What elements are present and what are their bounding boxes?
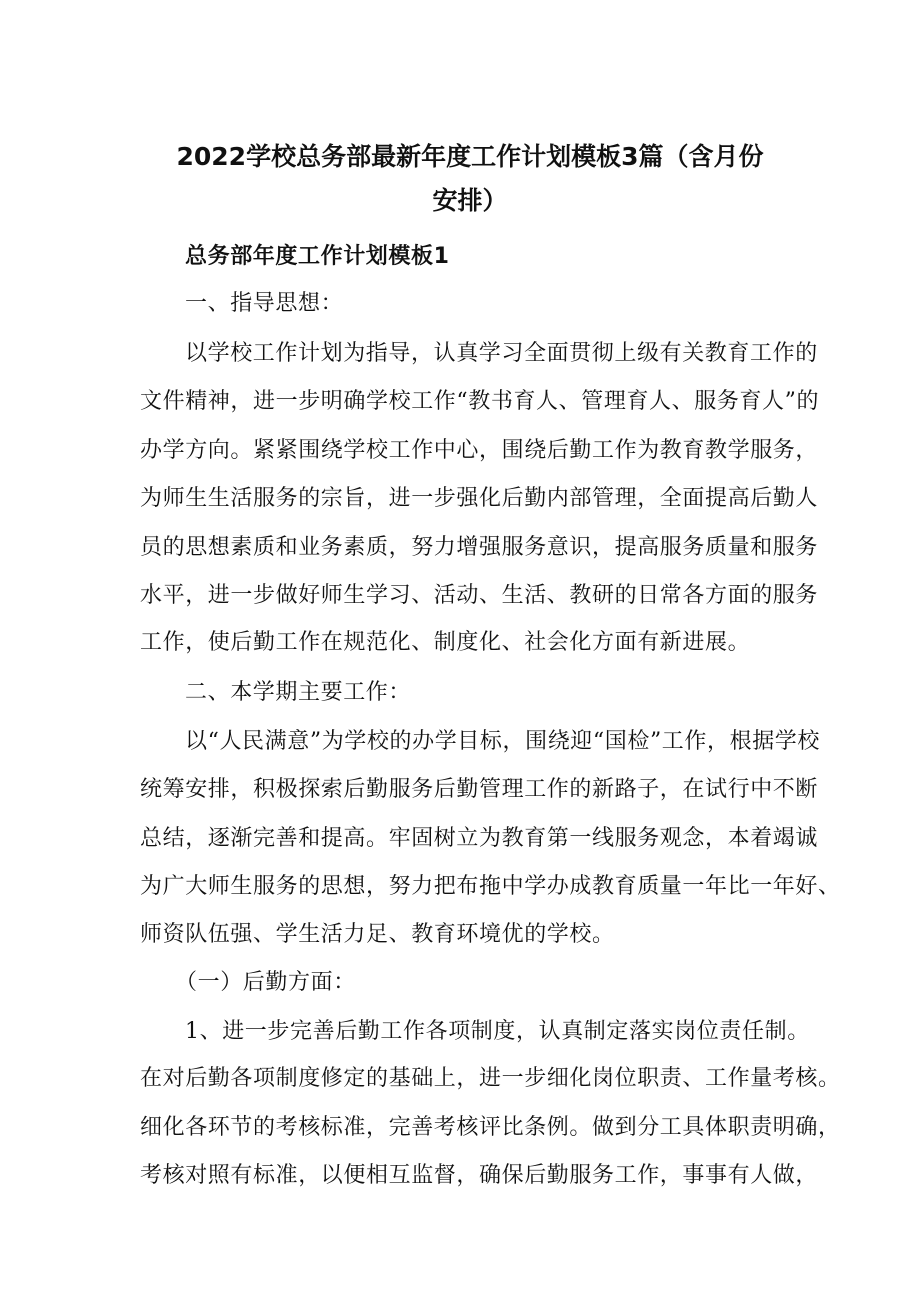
document-subtitle: 总务部年度工作计划模板1 bbox=[185, 244, 450, 269]
paragraph-line: 办学方向。紧紧围绕学校工作中心，围绕后勤工作为教育教学服务， bbox=[140, 438, 819, 463]
paragraph-line: 统筹安排，积极探索后勤服务后勤管理工作的新路子，在试行中不断 bbox=[140, 777, 819, 802]
subsection-heading-logistics: （一）后勤方面： bbox=[175, 970, 356, 995]
paragraph-line: 1、进一步完善后勤工作各项制度，认真制定落实岗位责任制。 bbox=[185, 1019, 810, 1044]
paragraph-line: 细化各环节的考核标准，完善考核评比条例。做到分工具体职责明确， bbox=[140, 1115, 841, 1140]
paragraph-line: 为广大师生服务的思想，努力把布拖中学办成教育质量一年比一年好、 bbox=[140, 874, 841, 899]
document-title-line-1: 2022学校总务部最新年度工作计划模板3篇（含月份 bbox=[176, 142, 764, 171]
section-heading-main-work: 二、本学期主要工作： bbox=[185, 680, 412, 705]
paragraph-line: 水平，进一步做好师生学习、活动、生活、教研的日常各方面的服务 bbox=[140, 583, 819, 608]
paragraph-line: 为师生生活服务的宗旨，进一步强化后勤内部管理，全面提高后勤人 bbox=[140, 486, 819, 511]
paragraph-line: 文件精神，进一步明确学校工作“教书育人、管理育人、服务育人”的 bbox=[140, 389, 820, 414]
section-heading-guiding-ideology: 一、指导思想： bbox=[185, 291, 344, 316]
paragraph-line: 员的思想素质和业务素质，努力增强服务意识，提高服务质量和服务 bbox=[140, 535, 819, 560]
document-title-line-2: 安排） bbox=[432, 186, 508, 215]
paragraph-line: 工作，使后勤工作在规范化、制度化、社会化方面有新进展。 bbox=[140, 630, 751, 655]
paragraph-line: 师资队伍强、学生活力足、教育环境优的学校。 bbox=[140, 922, 615, 947]
paragraph-line: 以“人民满意”为学校的办学目标，围绕迎“国检”工作，根据学校 bbox=[185, 729, 820, 754]
paragraph-line: 以学校工作计划为指导，认真学习全面贯彻上级有关教育工作的 bbox=[185, 341, 818, 366]
paragraph-line: 考核对照有标准，以便相互监督，确保后勤服务工作，事事有人做， bbox=[140, 1163, 819, 1188]
paragraph-line: 在对后勤各项制度修定的基础上，进一步细化岗位职责、工作量考核。 bbox=[140, 1066, 841, 1091]
paragraph-line: 总结，逐渐完善和提高。牢固树立为教育第一线服务观念，本着竭诚 bbox=[140, 826, 819, 851]
